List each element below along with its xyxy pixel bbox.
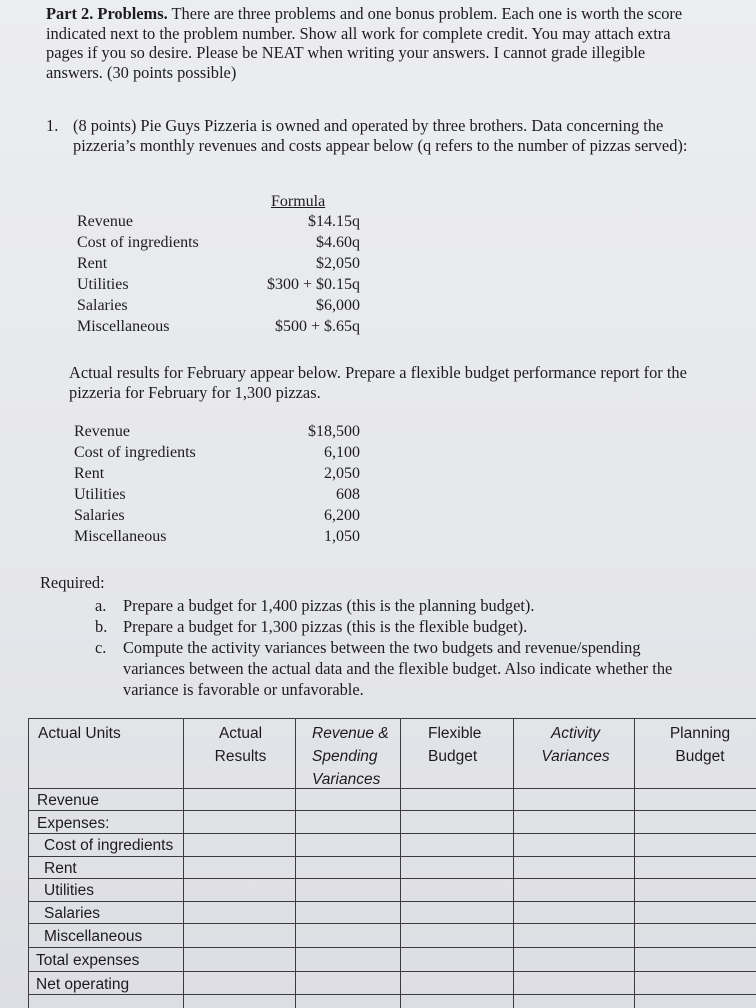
row-label-net-operating: Net operating [36, 976, 130, 993]
performance-report-table [28, 718, 756, 1008]
formula-value: $2,050 [316, 255, 360, 272]
table-border [28, 718, 756, 719]
row-divider [28, 833, 756, 834]
required-label: Required: [40, 573, 105, 592]
actual-label: Utilities [74, 486, 126, 503]
row-label-salaries: Salaries [44, 905, 100, 922]
formula-label: Cost of ingredients [77, 234, 199, 251]
column-divider [295, 718, 296, 1008]
formula-label: Utilities [77, 276, 129, 293]
requirement-letter: b. [95, 617, 108, 636]
requirement-text: Prepare a budget for 1,400 pizzas (this is the planning budget). [123, 596, 535, 615]
requirement-item [95, 616, 695, 637]
actual-value: 2,050 [324, 465, 360, 482]
row-label-miscellaneous: Miscellaneous [44, 928, 143, 945]
formula-value: $500 + $.65q [274, 318, 360, 335]
actual-label: Salaries [74, 507, 125, 524]
actual-value: 6,100 [324, 444, 360, 461]
formula-label: Rent [77, 255, 108, 272]
formula-value: $300 + $0.15q [266, 276, 360, 293]
column-divider [634, 718, 635, 1008]
actual-results-intro: Actual results for February appear below. Prepare a flexible budget performance report for the pizzeria for February for 1,300 pizzas. [69, 363, 687, 402]
table-border [28, 718, 29, 1008]
actual-value: 608 [336, 486, 360, 503]
row-label-cost-of-ingredients: Cost of ingredients [44, 837, 174, 854]
problem-number: 1. [46, 116, 59, 135]
row-divider [28, 994, 756, 995]
formula-header: Formula [271, 193, 326, 210]
actual-value: 6,200 [324, 507, 360, 524]
header-flexible-budget: Flexible Budget [428, 725, 482, 765]
part-heading: Part 2. Problems. [46, 4, 168, 23]
row-divider [28, 810, 756, 811]
row-divider [28, 878, 756, 879]
header-actual-results: Actual Results [214, 725, 267, 765]
formula-label: Salaries [77, 297, 128, 314]
requirement-item [95, 595, 695, 616]
header-actual-units: Actual Units [38, 725, 121, 742]
column-divider [183, 718, 184, 1008]
formula-value: $4.60q [316, 234, 360, 251]
formula-value: $14.15q [308, 213, 360, 230]
header-activity-variances: Activity Variances [541, 725, 610, 765]
formula-label: Miscellaneous [77, 318, 170, 335]
actual-label: Rent [74, 465, 105, 482]
actual-value: $18,500 [308, 423, 360, 440]
formula-value: $6,000 [316, 297, 360, 314]
row-label-revenue: Revenue [37, 792, 100, 809]
actual-value: 1,050 [324, 528, 360, 545]
requirement-text: Prepare a budget for 1,300 pizzas (this is the flexible budget). [123, 617, 528, 636]
requirement-text: Compute the activity variances between the two budgets and revenue/spending variances between the actual data and the flexible budget. Also indicate whether the variance is favorable or unfavorable. [123, 638, 673, 699]
formula-label: Revenue [77, 213, 133, 230]
requirement-letter: a. [95, 596, 107, 615]
instructions-text: There are three problems and one bonus problem. Each one is worth the score indicated next to the problem number. Show all work for complete credit. You may attach extra pages if you so desire. Please be NEAT when writing your answers. I cannot grade illegible answers. (30 points possible) [46, 4, 683, 82]
actual-label: Revenue [74, 423, 130, 440]
row-divider [28, 901, 756, 902]
header-planning-budget: Planning Budget [669, 725, 731, 765]
actual-label: Miscellaneous [74, 528, 167, 545]
instructions-paragraph [46, 4, 706, 82]
problem-text: (8 points) Pie Guys Pizzeria is owned and operated by three brothers. Data concerning the pizzeria’s monthly revenues and costs appear below (q refers to the number of pizzas served): [73, 116, 688, 155]
requirement-item [95, 637, 695, 700]
actual-label: Cost of ingredients [74, 444, 196, 461]
row-divider [28, 923, 756, 924]
requirements-list [95, 595, 695, 700]
row-label-utilities: Utilities [44, 882, 94, 899]
header-revenue-spending-variances: Revenue & Spending Variances [312, 725, 389, 788]
column-divider [513, 718, 514, 1008]
row-label-total-expenses: Total expenses [36, 952, 140, 969]
row-label-expenses: Expenses: [37, 815, 110, 832]
row-label-rent: Rent [44, 860, 77, 877]
requirement-letter: c. [95, 638, 107, 657]
